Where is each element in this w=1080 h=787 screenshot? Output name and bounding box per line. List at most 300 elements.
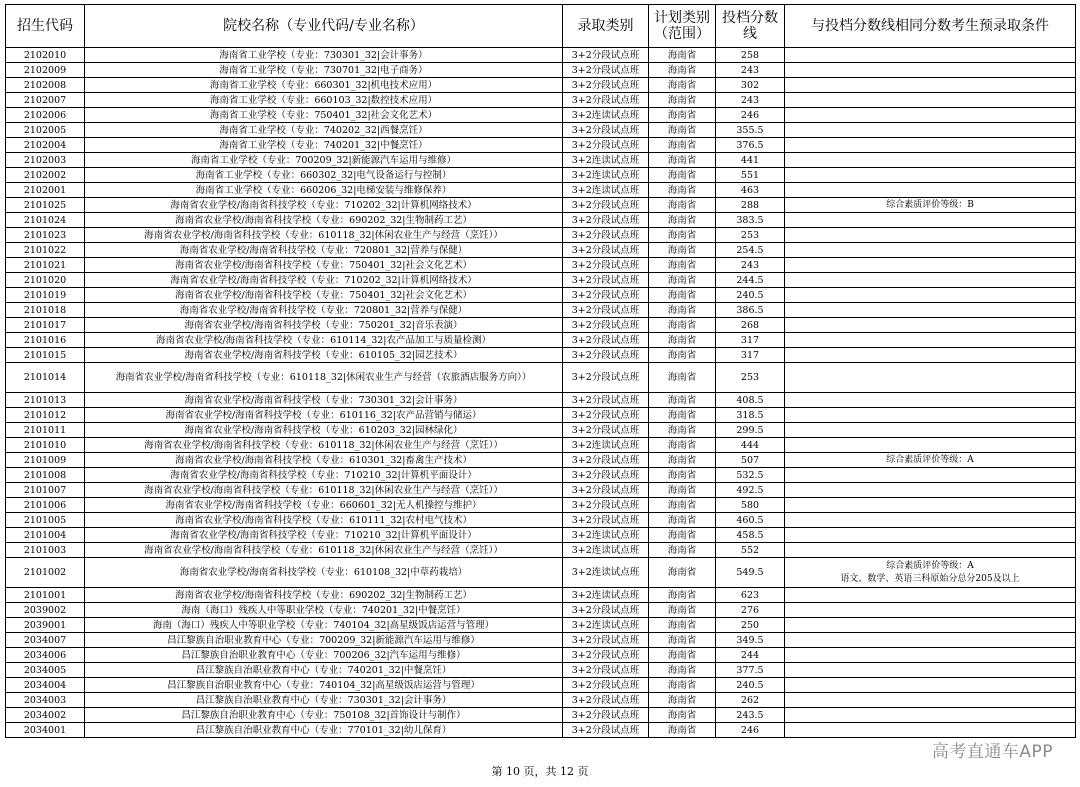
tie-condition-cell (785, 483, 1076, 498)
code-cell: 2034005 (6, 663, 85, 678)
table-row (6, 453, 1076, 468)
tie-condition-cell (785, 468, 1076, 483)
code-cell: 2101001 (6, 588, 85, 603)
code-cell: 2101007 (6, 483, 85, 498)
admission-table (5, 4, 1076, 738)
score-line-cell: 532.5 (716, 468, 785, 483)
school-name-cell: 海南省农业学校/海南省科技学校（专业：610108_32|中草药栽培） (85, 558, 563, 588)
code-cell: 2102002 (6, 168, 85, 183)
header-school-name: 院校名称（专业代码/专业名称） (85, 5, 563, 48)
plan-scope-cell: 海南省 (649, 273, 716, 288)
plan-scope-cell: 海南省 (649, 408, 716, 423)
header-plan-scope: 计划类别（范围） (649, 5, 716, 48)
table-row (6, 183, 1076, 198)
score-line-cell: 243.5 (716, 708, 785, 723)
plan-scope-cell: 海南省 (649, 663, 716, 678)
tie-condition-cell (785, 498, 1076, 513)
code-cell: 2101006 (6, 498, 85, 513)
code-cell: 2034003 (6, 693, 85, 708)
table-row (6, 648, 1076, 663)
score-line-cell: 258 (716, 48, 785, 63)
plan-scope-cell: 海南省 (649, 483, 716, 498)
admission-type-cell: 3+2连读试点班 (563, 108, 649, 123)
admission-type-cell: 3+2分段试点班 (563, 198, 649, 213)
admission-type-cell: 3+2分段试点班 (563, 123, 649, 138)
score-line-cell: 288 (716, 198, 785, 213)
admission-type-cell: 3+2分段试点班 (563, 663, 649, 678)
school-name-cell: 海南省农业学校/海南省科技学校（专业：610111_32|农村电气技术） (85, 513, 563, 528)
score-line-cell: 253 (716, 363, 785, 393)
table-row (6, 63, 1076, 78)
code-cell: 2101011 (6, 423, 85, 438)
table-row (6, 468, 1076, 483)
tie-condition-cell (785, 513, 1076, 528)
admission-type-cell: 3+2连读试点班 (563, 438, 649, 453)
table-row (6, 723, 1076, 738)
score-line-cell: 243 (716, 63, 785, 78)
tie-condition-cell (785, 438, 1076, 453)
school-name-cell: 昌江黎族自治职业教育中心（专业：750108_32|首饰设计与制作） (85, 708, 563, 723)
admission-type-cell: 3+2分段试点班 (563, 633, 649, 648)
school-name-cell: 昌江黎族自治职业教育中心（专业：730301_32|会计事务） (85, 693, 563, 708)
tie-condition-cell: 综合素质评价等级：B (785, 198, 1076, 213)
score-line-cell: 253 (716, 228, 785, 243)
table-row (6, 603, 1076, 618)
tie-condition-cell: 综合素质评价等级：A 语文、数学、英语三科原始分总分205及以上 (785, 558, 1076, 588)
score-line-cell: 318.5 (716, 408, 785, 423)
score-line-cell: 276 (716, 603, 785, 618)
code-cell: 2101024 (6, 213, 85, 228)
school-name-cell: 海南省农业学校/海南省科技学校（专业：610203_32|园林绿化） (85, 423, 563, 438)
plan-scope-cell: 海南省 (649, 318, 716, 333)
admission-type-cell: 3+2连读试点班 (563, 153, 649, 168)
tie-condition-cell (785, 618, 1076, 633)
code-cell: 2102007 (6, 93, 85, 108)
tie-condition-cell (785, 213, 1076, 228)
school-name-cell: 海南省农业学校/海南省科技学校（专业：610118_32|休闲农业生产与经营（烹饪）） (85, 543, 563, 558)
header-score-line: 投档分数线 (716, 5, 785, 48)
school-name-cell: 海南省农业学校/海南省科技学校（专业：610118_32|休闲农业生产与经营（农旅酒店服务方向）） (85, 363, 563, 393)
school-name-cell: 海南省农业学校/海南省科技学校（专业：610118_32|休闲农业生产与经营（烹饪）） (85, 483, 563, 498)
code-cell: 2102006 (6, 108, 85, 123)
table-row (6, 138, 1076, 153)
code-cell: 2102009 (6, 63, 85, 78)
admission-type-cell: 3+2分段试点班 (563, 288, 649, 303)
admission-type-cell: 3+2分段试点班 (563, 603, 649, 618)
code-cell: 2102010 (6, 48, 85, 63)
score-line-cell: 240.5 (716, 288, 785, 303)
admission-type-cell: 3+2分段试点班 (563, 708, 649, 723)
score-line-cell: 262 (716, 693, 785, 708)
score-line-cell: 507 (716, 453, 785, 468)
tie-condition-cell (785, 723, 1076, 738)
school-name-cell: 海南省农业学校/海南省科技学校（专业：750401_32|社会文化艺术） (85, 288, 563, 303)
score-line-cell: 580 (716, 498, 785, 513)
admission-type-cell: 3+2分段试点班 (563, 333, 649, 348)
tie-condition-cell (785, 678, 1076, 693)
admission-type-cell: 3+2连读试点班 (563, 183, 649, 198)
code-cell: 2102003 (6, 153, 85, 168)
tie-condition-cell (785, 228, 1076, 243)
admission-type-cell: 3+2连读试点班 (563, 168, 649, 183)
code-cell: 2101019 (6, 288, 85, 303)
school-name-cell: 海南省工业学校（专业：730701_32|电子商务） (85, 63, 563, 78)
score-line-cell: 492.5 (716, 483, 785, 498)
score-line-cell: 254.5 (716, 243, 785, 258)
admission-type-cell: 3+2分段试点班 (563, 468, 649, 483)
admission-type-cell: 3+2分段试点班 (563, 408, 649, 423)
code-cell: 2101015 (6, 348, 85, 363)
plan-scope-cell: 海南省 (649, 708, 716, 723)
admission-type-cell: 3+2分段试点班 (563, 93, 649, 108)
plan-scope-cell: 海南省 (649, 438, 716, 453)
header-admission-type: 录取类别 (563, 5, 649, 48)
tie-condition-cell (785, 363, 1076, 393)
score-line-cell: 458.5 (716, 528, 785, 543)
plan-scope-cell: 海南省 (649, 603, 716, 618)
admission-type-cell: 3+2分段试点班 (563, 483, 649, 498)
admission-type-cell: 3+2连读试点班 (563, 618, 649, 633)
score-line-cell: 246 (716, 723, 785, 738)
score-line-cell: 317 (716, 348, 785, 363)
plan-scope-cell: 海南省 (649, 183, 716, 198)
table-row (6, 93, 1076, 108)
tie-condition-cell (785, 63, 1076, 78)
tie-condition-cell (785, 318, 1076, 333)
school-name-cell: 海南省工业学校（专业：660302_32|电气设备运行与控制） (85, 168, 563, 183)
school-name-cell: 海南省工业学校（专业：740202_32|西餐烹饪） (85, 123, 563, 138)
table-row (6, 198, 1076, 213)
tie-condition-cell (785, 108, 1076, 123)
score-line-cell: 463 (716, 183, 785, 198)
table-row (6, 678, 1076, 693)
table-row (6, 543, 1076, 558)
score-line-cell: 349.5 (716, 633, 785, 648)
tie-condition-cell (785, 543, 1076, 558)
score-line-cell: 244 (716, 648, 785, 663)
admission-type-cell: 3+2分段试点班 (563, 363, 649, 393)
admission-type-cell: 3+2分段试点班 (563, 498, 649, 513)
code-cell: 2034006 (6, 648, 85, 663)
watermark: 高考直通车APP (931, 742, 1053, 762)
plan-scope-cell: 海南省 (649, 303, 716, 318)
tie-condition-cell (785, 663, 1076, 678)
plan-scope-cell: 海南省 (649, 153, 716, 168)
score-line-cell: 549.5 (716, 558, 785, 588)
table-row (6, 78, 1076, 93)
score-line-cell: 268 (716, 318, 785, 333)
table-row (6, 558, 1076, 588)
table-row (6, 618, 1076, 633)
plan-scope-cell: 海南省 (649, 258, 716, 273)
tie-condition-cell (785, 603, 1076, 618)
code-cell: 2101014 (6, 363, 85, 393)
code-cell: 2101004 (6, 528, 85, 543)
admission-type-cell: 3+2分段试点班 (563, 63, 649, 78)
school-name-cell: 海南省农业学校/海南省科技学校（专业：610116_32|农产品营销与储运） (85, 408, 563, 423)
table-row (6, 663, 1076, 678)
score-line-cell: 383.5 (716, 213, 785, 228)
code-cell: 2101002 (6, 558, 85, 588)
code-cell: 2101016 (6, 333, 85, 348)
score-line-cell: 302 (716, 78, 785, 93)
tie-condition-cell (785, 48, 1076, 63)
table-row (6, 273, 1076, 288)
admission-type-cell: 3+2分段试点班 (563, 393, 649, 408)
code-cell: 2102005 (6, 123, 85, 138)
plan-scope-cell: 海南省 (649, 228, 716, 243)
school-name-cell: 昌江黎族自治职业教育中心（专业：770101_32|幼儿保育） (85, 723, 563, 738)
code-cell: 2034002 (6, 708, 85, 723)
plan-scope-cell: 海南省 (649, 138, 716, 153)
plan-scope-cell: 海南省 (649, 363, 716, 393)
code-cell: 2039001 (6, 618, 85, 633)
table-row (6, 408, 1076, 423)
code-cell: 2101025 (6, 198, 85, 213)
code-cell: 2102001 (6, 183, 85, 198)
admission-type-cell: 3+2连读试点班 (563, 588, 649, 603)
admission-type-cell: 3+2连读试点班 (563, 558, 649, 588)
school-name-cell: 海南（海口）残疾人中等职业学校（专业：740104_32|高星级饭店运营与管理） (85, 618, 563, 633)
score-line-cell: 243 (716, 93, 785, 108)
school-name-cell: 海南省农业学校/海南省科技学校（专业：660601_32|无人机操控与维护） (85, 498, 563, 513)
code-cell: 2102008 (6, 78, 85, 93)
plan-scope-cell: 海南省 (649, 723, 716, 738)
code-cell: 2101020 (6, 273, 85, 288)
plan-scope-cell: 海南省 (649, 213, 716, 228)
tie-condition-cell (785, 423, 1076, 438)
code-cell: 2101012 (6, 408, 85, 423)
code-cell: 2101003 (6, 543, 85, 558)
plan-scope-cell: 海南省 (649, 468, 716, 483)
school-name-cell: 海南省农业学校/海南省科技学校（专业：610301_32|畜禽生产技术） (85, 453, 563, 468)
admission-type-cell: 3+2分段试点班 (563, 348, 649, 363)
tie-condition-cell (785, 78, 1076, 93)
score-line-cell: 244.5 (716, 273, 785, 288)
tie-condition-cell (785, 243, 1076, 258)
school-name-cell: 海南省农业学校/海南省科技学校（专业：720801_32|营养与保健） (85, 303, 563, 318)
table-row (6, 303, 1076, 318)
table-row (6, 333, 1076, 348)
plan-scope-cell: 海南省 (649, 348, 716, 363)
plan-scope-cell: 海南省 (649, 453, 716, 468)
admission-type-cell: 3+2分段试点班 (563, 258, 649, 273)
score-line-cell: 623 (716, 588, 785, 603)
school-name-cell: 海南省工业学校（专业：730301_32|会计事务） (85, 48, 563, 63)
score-line-cell: 250 (716, 618, 785, 633)
score-line-cell: 444 (716, 438, 785, 453)
code-cell: 2101021 (6, 258, 85, 273)
table-header-row (6, 5, 1076, 48)
admission-type-cell: 3+2分段试点班 (563, 303, 649, 318)
admission-type-cell: 3+2分段试点班 (563, 273, 649, 288)
admission-type-cell: 3+2分段试点班 (563, 48, 649, 63)
school-name-cell: 昌江黎族自治职业教育中心（专业：700206_32|汽车运用与维修） (85, 648, 563, 663)
school-name-cell: 海南省农业学校/海南省科技学校（专业：750201_32|音乐表演） (85, 318, 563, 333)
tie-condition-cell (785, 408, 1076, 423)
score-line-cell: 377.5 (716, 663, 785, 678)
table-row (6, 633, 1076, 648)
plan-scope-cell: 海南省 (649, 168, 716, 183)
plan-scope-cell: 海南省 (649, 588, 716, 603)
school-name-cell: 海南省工业学校（专业：750401_32|社会文化艺术） (85, 108, 563, 123)
score-line-cell: 376.5 (716, 138, 785, 153)
plan-scope-cell: 海南省 (649, 93, 716, 108)
score-line-cell: 317 (716, 333, 785, 348)
table-row (6, 363, 1076, 393)
school-name-cell: 海南省工业学校（专业：660103_32|数控技术应用） (85, 93, 563, 108)
school-name-cell: 海南省农业学校/海南省科技学校（专业：750401_32|社会文化艺术） (85, 258, 563, 273)
score-line-cell: 355.5 (716, 123, 785, 138)
tie-condition-cell (785, 648, 1076, 663)
admission-type-cell: 3+2分段试点班 (563, 138, 649, 153)
table-row (6, 108, 1076, 123)
table-row (6, 228, 1076, 243)
code-cell: 2101009 (6, 453, 85, 468)
tie-condition-cell (785, 303, 1076, 318)
tie-condition-cell (785, 138, 1076, 153)
tie-condition-cell (785, 393, 1076, 408)
admission-type-cell: 3+2分段试点班 (563, 678, 649, 693)
school-name-cell: 海南省工业学校（专业：700209_32|新能源汽车运用与维修） (85, 153, 563, 168)
plan-scope-cell: 海南省 (649, 198, 716, 213)
header-code: 招生代码 (6, 5, 85, 48)
table-row (6, 528, 1076, 543)
tie-condition-cell (785, 348, 1076, 363)
school-name-cell: 海南省农业学校/海南省科技学校（专业：610118_32|休闲农业生产与经营（烹饪）） (85, 228, 563, 243)
table-row (6, 438, 1076, 453)
code-cell: 2034007 (6, 633, 85, 648)
plan-scope-cell: 海南省 (649, 693, 716, 708)
plan-scope-cell: 海南省 (649, 618, 716, 633)
tie-condition-cell (785, 528, 1076, 543)
school-name-cell: 海南省农业学校/海南省科技学校（专业：710210_32|计算机平面设计） (85, 528, 563, 543)
plan-scope-cell: 海南省 (649, 63, 716, 78)
table-row (6, 318, 1076, 333)
tie-condition-cell (785, 288, 1076, 303)
code-cell: 2101018 (6, 303, 85, 318)
school-name-cell: 海南省农业学校/海南省科技学校（专业：610105_32|园艺技术） (85, 348, 563, 363)
school-name-cell: 海南（海口）残疾人中等职业学校（专业：740201_32|中餐烹饪） (85, 603, 563, 618)
code-cell: 2102004 (6, 138, 85, 153)
tie-condition-cell (785, 183, 1076, 198)
admission-type-cell: 3+2分段试点班 (563, 228, 649, 243)
admission-type-cell: 3+2连读试点班 (563, 543, 649, 558)
score-line-cell: 552 (716, 543, 785, 558)
table-row (6, 693, 1076, 708)
tie-condition-cell (785, 633, 1076, 648)
score-line-cell: 299.5 (716, 423, 785, 438)
admission-type-cell: 3+2连读试点班 (563, 528, 649, 543)
code-cell: 2034004 (6, 678, 85, 693)
school-name-cell: 海南省农业学校/海南省科技学校（专业：690202_32|生物制药工艺） (85, 213, 563, 228)
school-name-cell: 海南省农业学校/海南省科技学校（专业：710202_32|计算机网络技术） (85, 273, 563, 288)
school-name-cell: 海南省农业学校/海南省科技学校（专业：720801_32|营养与保健） (85, 243, 563, 258)
tie-condition-cell (785, 273, 1076, 288)
plan-scope-cell: 海南省 (649, 48, 716, 63)
tie-condition-cell (785, 168, 1076, 183)
header-tie-condition: 与投档分数线相同分数考生预录取条件 (785, 5, 1076, 48)
table-row (6, 513, 1076, 528)
school-name-cell: 昌江黎族自治职业教育中心（专业：700209_32|新能源汽车运用与维修） (85, 633, 563, 648)
table-row (6, 123, 1076, 138)
score-line-cell: 243 (716, 258, 785, 273)
admission-type-cell: 3+2分段试点班 (563, 513, 649, 528)
tie-condition-cell (785, 708, 1076, 723)
school-name-cell: 海南省工业学校（专业：660301_32|机电技术应用） (85, 78, 563, 93)
tie-condition-cell (785, 588, 1076, 603)
plan-scope-cell: 海南省 (649, 108, 716, 123)
tie-condition-cell (785, 123, 1076, 138)
code-cell: 2039002 (6, 603, 85, 618)
plan-scope-cell: 海南省 (649, 123, 716, 138)
table-row (6, 153, 1076, 168)
school-name-cell: 海南省农业学校/海南省科技学校（专业：710202_32|计算机网络技术） (85, 198, 563, 213)
table-body (6, 48, 1076, 738)
plan-scope-cell: 海南省 (649, 648, 716, 663)
plan-scope-cell: 海南省 (649, 78, 716, 93)
school-name-cell: 海南省农业学校/海南省科技学校（专业：710210_32|计算机平面设计） (85, 468, 563, 483)
score-line-cell: 551 (716, 168, 785, 183)
tie-condition-cell (785, 93, 1076, 108)
school-name-cell: 海南省农业学校/海南省科技学校（专业：610114_32|农产品加工与质量检测） (85, 333, 563, 348)
admission-type-cell: 3+2分段试点班 (563, 423, 649, 438)
code-cell: 2101017 (6, 318, 85, 333)
table-row (6, 213, 1076, 228)
school-name-cell: 昌江黎族自治职业教育中心（专业：740104_32|高星级饭店运营与管理） (85, 678, 563, 693)
plan-scope-cell: 海南省 (649, 543, 716, 558)
plan-scope-cell: 海南省 (649, 633, 716, 648)
table-row (6, 483, 1076, 498)
admission-type-cell: 3+2分段试点班 (563, 213, 649, 228)
plan-scope-cell: 海南省 (649, 243, 716, 258)
tie-condition-cell (785, 258, 1076, 273)
code-cell: 2101023 (6, 228, 85, 243)
plan-scope-cell: 海南省 (649, 423, 716, 438)
school-name-cell: 昌江黎族自治职业教育中心（专业：740201_32|中餐烹饪） (85, 663, 563, 678)
plan-scope-cell: 海南省 (649, 678, 716, 693)
tie-condition-cell: 综合素质评价等级：A (785, 453, 1076, 468)
score-line-cell: 441 (716, 153, 785, 168)
admission-type-cell: 3+2分段试点班 (563, 648, 649, 663)
table-row (6, 288, 1076, 303)
code-cell: 2101010 (6, 438, 85, 453)
table-row (6, 48, 1076, 63)
score-line-cell: 460.5 (716, 513, 785, 528)
school-name-cell: 海南省农业学校/海南省科技学校（专业：730301_32|会计事务） (85, 393, 563, 408)
tie-condition-cell (785, 693, 1076, 708)
table-row (6, 348, 1076, 363)
plan-scope-cell: 海南省 (649, 288, 716, 303)
page-footer: 第 10 页，共 12 页 (491, 765, 589, 778)
score-line-cell: 386.5 (716, 303, 785, 318)
table-row (6, 168, 1076, 183)
plan-scope-cell: 海南省 (649, 558, 716, 588)
code-cell: 2034001 (6, 723, 85, 738)
score-line-cell: 246 (716, 108, 785, 123)
plan-scope-cell: 海南省 (649, 333, 716, 348)
plan-scope-cell: 海南省 (649, 513, 716, 528)
school-name-cell: 海南省农业学校/海南省科技学校（专业：690202_32|生物制药工艺） (85, 588, 563, 603)
code-cell: 2101005 (6, 513, 85, 528)
tie-condition-cell (785, 153, 1076, 168)
table-row (6, 498, 1076, 513)
admission-type-cell: 3+2分段试点班 (563, 243, 649, 258)
school-name-cell: 海南省工业学校（专业：660206_32|电梯安装与维修保养） (85, 183, 563, 198)
admission-type-cell: 3+2分段试点班 (563, 453, 649, 468)
tie-condition-cell (785, 333, 1076, 348)
table-row (6, 588, 1076, 603)
